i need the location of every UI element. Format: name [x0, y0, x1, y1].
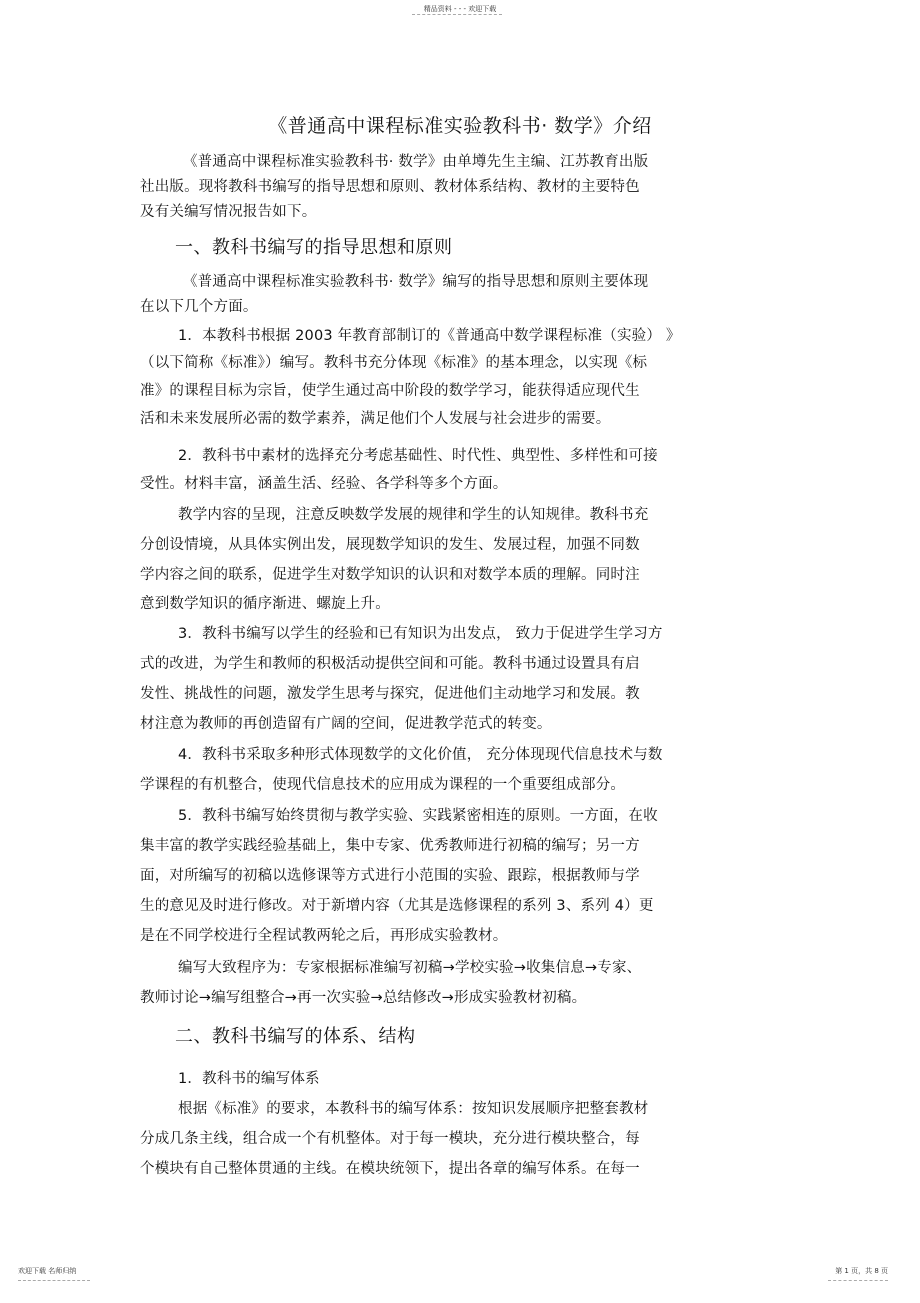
item2b-line: 意到数学知识的循序渐进、螺旋上升。: [140, 596, 390, 612]
procedure-line: 教师讨论→编写组整合→再一次实验→总结修改→形成实验教材初稿。: [140, 990, 587, 1006]
footer-left-watermark: 欢迎下载 名师归纳: [18, 1267, 77, 1275]
item3-line: 式的改进，为学生和教师的积极活动提供空间和可能。教科书通过设置具有启: [140, 656, 640, 672]
header-divider: [412, 14, 502, 15]
section2-para-line: 分成几条主线，组合成一个有机整体。对于每一模块，充分进行模块整合，每: [140, 1131, 640, 1147]
footer-divider-right: [828, 1280, 888, 1281]
page-title: 《普通高中课程标准实验教科书· 数学》介绍: [268, 115, 652, 137]
item5-line: 生的意见及时进行修改。对于新增内容（尤其是选修课程的系列 3、系列 4）更: [140, 898, 654, 914]
page-number: 第 1 页，共 8 页: [835, 1267, 888, 1275]
item4-line: 学课程的有机整合，使现代信息技术的应用成为课程的一个重要组成部分。: [140, 777, 626, 793]
item2b-line: 分创设情境，从具体实例出发，展现数学知识的发生、发展过程，加强不同数: [140, 537, 640, 553]
item2b-line: 学内容之间的联系，促进学生对数学知识的认识和对数学本质的理解。同时注: [140, 567, 640, 583]
item1-line: （以下简称《标准》）编写。教科书充分体现《标准》的基本理念，以实现《标: [140, 355, 648, 371]
item2-line: 2．教科书中素材的选择充分考虑基础性、时代性、典型性、多样性和可接: [178, 448, 658, 464]
item2b-line: 教学内容的呈现，注意反映数学发展的规律和学生的认知规律。教科书充: [178, 507, 649, 523]
item1-line: 准》的课程目标为宗旨，使学生通过高中阶段的数学学习，能获得适应现代生: [140, 383, 640, 399]
section1-lead-line: 《普通高中课程标准实验教科书· 数学》编写的指导思想和原则主要体现: [183, 274, 649, 290]
item1-line: 活和未来发展所必需的数学素养，满足他们个人发展与社会进步的需要。: [140, 411, 611, 427]
section2-para-line: 个模块有自己整体贯通的主线。在模块统领下，提出各章的编写体系。在每一: [140, 1161, 640, 1177]
item1-line: 1．本教科书根据 2003 年教育部制订的《普通高中数学课程标准（实验） 》: [178, 328, 681, 344]
item5-line: 5．教科书编写始终贯彻与教学实验、实践紧密相连的原则。一方面，在收: [178, 808, 658, 824]
item3-line: 材注意为教师的再创造留有广阔的空间，促进教学范式的转变。: [140, 716, 552, 732]
section2-subheading: 1．教科书的编写体系: [178, 1071, 320, 1087]
item3-line: 发性、挑战性的问题，激发学生思考与探究，促进他们主动地学习和发展。教: [140, 686, 640, 702]
intro-line: 及有关编写情况报告如下。: [140, 204, 317, 220]
header-watermark: 精品资料 - - - 欢迎下载: [423, 5, 497, 13]
item3-line: 3．教科书编写以学生的经验和已有知识为出发点， 致力于促进学生学习方: [178, 626, 663, 642]
item5-line: 集丰富的教学实践经验基础上，集中专家、优秀教师进行初稿的编写；另一方: [140, 838, 640, 854]
intro-line: 《普通高中课程标准实验教科书· 数学》由单墫先生主编、江苏教育出版: [183, 154, 649, 170]
section-heading-2: 二、教科书编写的体系、结构: [175, 1026, 416, 1047]
section1-lead-line: 在以下几个方面。: [140, 299, 258, 315]
item2-line: 受性。材料丰富，涵盖生活、经验、各学科等多个方面。: [140, 476, 508, 492]
item4-line: 4．教科书采取多种形式体现数学的文化价值， 充分体现现代信息技术与数: [178, 747, 663, 763]
section2-para-line: 根据《标准》的要求，本教科书的编写体系：按知识发展顺序把整套教材: [178, 1101, 649, 1117]
intro-line: 社出版。现将教科书编写的指导思想和原则、教材体系结构、教材的主要特色: [140, 179, 640, 195]
procedure-line: 编写大致程序为：专家根据标准编写初稿→学校实验→收集信息→专家、: [178, 960, 642, 976]
item5-line: 是在不同学校进行全程试教两轮之后，再形成实验教材。: [140, 928, 508, 944]
section-heading-1: 一、教科书编写的指导思想和原则: [175, 237, 453, 258]
footer-divider-left: [18, 1280, 90, 1281]
item5-line: 面，对所编写的初稿以选修课等方式进行小范围的实验、跟踪，根据教师与学: [140, 868, 640, 884]
